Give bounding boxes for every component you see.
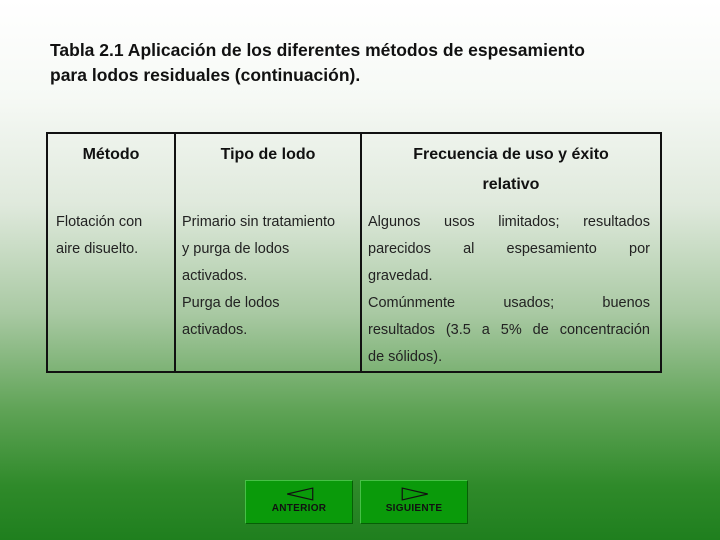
next-button-label: SIGUIENTE (385, 503, 443, 514)
triangle-right-icon (361, 485, 467, 503)
title-line-2: para lodos residuales (continuación). (50, 65, 361, 85)
triangle-left-icon (246, 485, 352, 503)
header-frequency-line-1: Frecuencia de uso y éxito (413, 146, 609, 163)
cell-line: parecidos al espesamiento por (368, 241, 650, 257)
cell-line: y purga de lodos (182, 241, 290, 257)
cell-line: aire disuelto. (56, 241, 139, 257)
cell-line: activados. (182, 268, 248, 284)
header-method: Método (47, 133, 175, 205)
cell-line: Primario sin tratamiento (182, 214, 336, 230)
table-header-row (47, 133, 661, 205)
cell-method (47, 205, 175, 372)
cell-line: activados. (182, 322, 248, 338)
methods-table (46, 132, 662, 373)
slide-title (50, 38, 690, 88)
title-line-1: Tabla 2.1 Aplicación de los diferentes métodos de espesamiento (50, 40, 585, 60)
previous-button-label: ANTERIOR (271, 503, 327, 514)
header-sludge-type: Tipo de lodo (175, 133, 361, 205)
header-frequency (361, 133, 661, 205)
cell-line: resultados (3.5 a 5% de concentración (368, 322, 650, 338)
previous-button[interactable] (245, 480, 353, 524)
cell-line: Flotación con (56, 214, 143, 230)
next-button[interactable] (360, 480, 468, 524)
table-row (47, 205, 661, 372)
cell-line: Algunos usos limitados; resultados (368, 214, 650, 230)
cell-line: de sólidos). (368, 349, 443, 365)
cell-line: Comúnmente usados; buenos (368, 295, 650, 311)
header-frequency-line-2: relativo (482, 176, 540, 193)
cell-sludge-type (175, 205, 361, 372)
cell-line: gravedad. (368, 268, 433, 284)
cell-line: Purga de lodos (182, 295, 280, 311)
cell-frequency (361, 205, 661, 372)
